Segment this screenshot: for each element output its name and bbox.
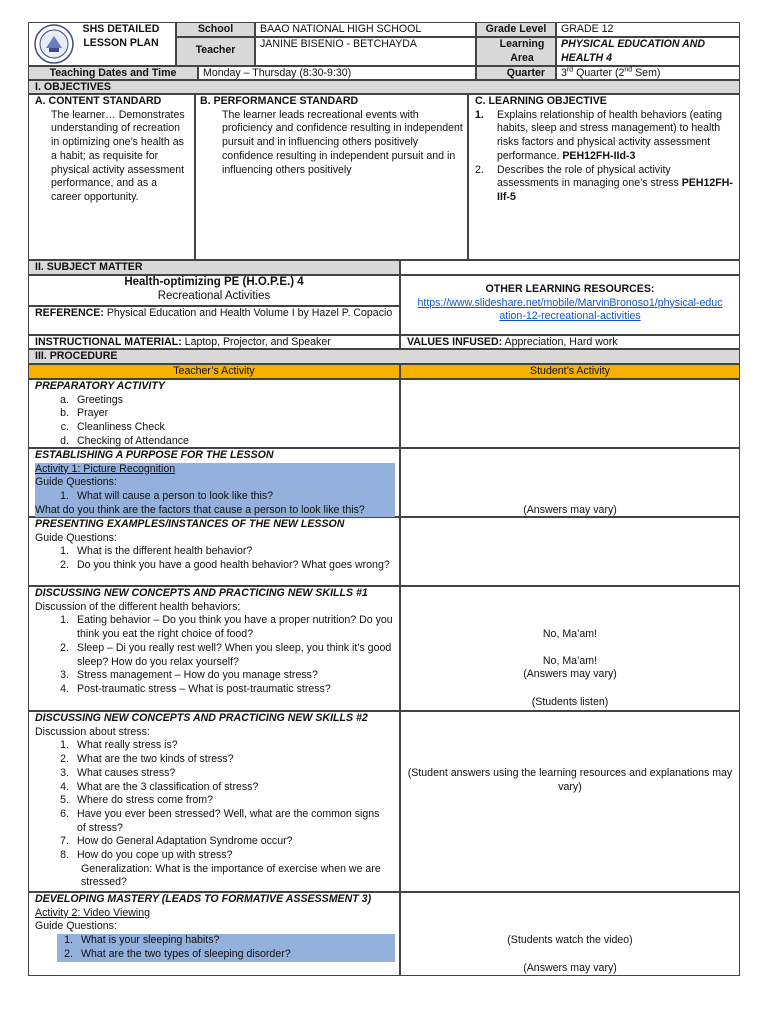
examples-student-cell [400, 517, 740, 586]
objective-code-1: PEH12FH-IId-3 [562, 149, 636, 162]
discussion2-item-num: 6. [60, 807, 69, 820]
discussion1-item-num: 1. [60, 614, 69, 627]
prep-teacher-cell [28, 379, 400, 448]
values-label: VALUES INFUSED: [407, 336, 503, 348]
mastery-question: 2. What are the two types of sleeping disorder? [64, 947, 291, 960]
teacher-activity-header: Teacher’s Activity [28, 364, 400, 379]
discussion1-teacher-cell [28, 586, 400, 711]
discussion2-item-num: 1. [60, 739, 69, 752]
topic-title: Health-optimizing PE (H.O.P.E.) 4 [124, 276, 304, 288]
examples-item [35, 545, 399, 559]
purpose-guide: Guide Questions: [35, 476, 117, 489]
discussion2-item [35, 849, 399, 863]
procedure-heading: III. PROCEDURE [28, 349, 740, 364]
purpose-answer: (Answers may vary) [523, 504, 617, 516]
discussion2-item-text: What causes stress? [77, 766, 176, 779]
discussion2-item-text: What are the two kinds of stress? [77, 753, 234, 766]
page-title: SHS DETAILED LESSON PLAN [82, 23, 160, 49]
values-value: Appreciation, Hard work [502, 336, 618, 348]
content-standard-cell [28, 94, 195, 260]
prep-item-text: Prayer [77, 407, 109, 420]
topic-subtitle: Recreational Activities [157, 289, 271, 302]
student-activity-header: Student’s Activity [400, 364, 740, 379]
prep-item [35, 407, 399, 421]
discussion1-item-num: 2. [60, 641, 69, 654]
discussion1-title: DISCUSSING NEW CONCEPTS AND PRACTICING NEW SKILLS #1 [35, 587, 368, 599]
mastery-student-cell [400, 892, 740, 976]
discussion1-answer-3: (Answers may vary) [523, 668, 617, 681]
teacher-label-text: Teacher [195, 44, 236, 56]
objective-text-2-body: Describes the role of physical activity assessments in managing one’s stress [497, 163, 682, 190]
objectives-heading: I. OBJECTIVES [28, 80, 740, 94]
area-value: PHYSICAL EDUCATION AND HEALTH 4 [556, 37, 740, 66]
mastery-teacher-cell [28, 892, 400, 976]
performance-standard-cell [195, 94, 468, 260]
quarter-mid: Quarter (2 [573, 67, 625, 79]
mastery-question: 1. What is your sleeping habits? [64, 934, 220, 947]
other-resources-cell [400, 275, 740, 335]
discussion2-title: DISCUSSING NEW CONCEPTS AND PRACTICING NEW SKILLS #2 [35, 712, 368, 724]
discussion2-item-num: 4. [60, 780, 69, 793]
prep-item [35, 435, 399, 449]
teacher-label [176, 37, 255, 66]
objective-num-1: 1. [475, 108, 484, 121]
objective-text-1-body: Explains relationship of health behaviors (eating habits, sleep and stress management) to health risks factors and physical activity assessment performance. [497, 108, 722, 162]
objective-item-1 [475, 109, 733, 164]
mastery-question-text: What is your sleeping habits? [81, 934, 220, 947]
prep-item [35, 421, 399, 435]
topic-cell [28, 275, 400, 306]
prep-item-text: Greetings [77, 393, 123, 406]
grade-label: Grade Level [476, 22, 556, 37]
teacher-value: JANINE BISENIO - BETCHAYDA [255, 37, 476, 66]
discussion1-item-text: Sleep – Di you really rest well? When you sleep, you think it’s good sleep? How do you relax yourself? [77, 641, 392, 668]
prep-item-num: b. [60, 407, 69, 420]
school-label: School [176, 22, 255, 37]
examples-item-num: 1. [60, 545, 69, 558]
discussion2-answer: (Student answers using the learning resources and explanations may vary) [407, 767, 733, 793]
instructional-value: Laptop, Projector, and Speaker [181, 336, 331, 348]
discussion2-generalization: Generalization: What is the importance of exercise when we are stressed? [81, 862, 381, 889]
quarter-value [556, 66, 740, 80]
examples-item-num: 2. [60, 559, 69, 572]
school-value: BAAO NATIONAL HIGH SCHOOL [255, 22, 476, 37]
discussion2-item [35, 767, 399, 781]
prep-item-num: d. [60, 434, 69, 447]
discussion2-item [35, 739, 399, 753]
purpose-question-text: What will cause a person to look like this? [77, 490, 274, 503]
discussion1-item-num: 4. [60, 682, 69, 695]
mastery-highlight [57, 934, 395, 961]
discussion2-item-num: 3. [60, 766, 69, 779]
discussion1-answer-1: No, Ma’am! [542, 628, 598, 640]
examples-title: PRESENTING EXAMPLES/INSTANCES OF THE NEW LESSON [35, 518, 345, 530]
area-label [476, 37, 556, 66]
examples-item [35, 559, 399, 573]
purpose-activity: Activity 1: Picture Recognition [35, 462, 176, 475]
discussion2-item-text: Where do stress come from? [77, 794, 213, 807]
discussion1-item-text: Eating behavior – Do you think you have a proper nutrition? Do you think you eat the right choice of food? [77, 614, 393, 641]
dates-label: Teaching Dates and Time [28, 66, 198, 80]
prep-item-num: a. [60, 393, 69, 406]
quarter-num: 3 [561, 67, 567, 79]
discussion1-item [35, 642, 399, 669]
discussion2-item-text: Have you ever been stressed? Well, what are the common signs of stress? [77, 807, 380, 834]
purpose-question: 1. What will cause a person to look like this? [60, 490, 274, 503]
performance-standard-text: The learner leads recreational events with proficiency and confidence resulting in independent pursuit and in influencing others positively confidence resulting in independent pursuit and in influencing others positively [222, 108, 463, 176]
discussion2-student-cell [400, 711, 740, 892]
examples-item-text: Do you think you have a good health behavior? What goes wrong? [77, 559, 390, 572]
other-resources-label: OTHER LEARNING RESOURCES: [485, 283, 655, 295]
discussion2-item-num: 7. [60, 835, 69, 848]
learning-objective-cell [468, 94, 740, 260]
discussion1-answer-2: No, Ma’am! [542, 654, 598, 667]
other-resources-link[interactable]: https://www.slideshare.net/mobile/MarvinBronoso1/physical-education-12-recreational-activities [417, 296, 723, 323]
discussion2-item-text: How do you cope up with stress? [77, 849, 233, 862]
instructional-cell [28, 335, 400, 349]
reference-cell [28, 306, 400, 335]
discussion2-item [35, 808, 399, 835]
learning-objective-title: C. LEARNING OBJECTIVE [475, 95, 607, 107]
examples-item-text: What is the different health behavior? [77, 545, 253, 558]
discussion1-student-cell [400, 586, 740, 711]
discussion1-item-text: Post-traumatic stress – What is post-traumatic stress? [77, 682, 331, 695]
prep-item-text: Checking of Attendance [77, 434, 189, 447]
mastery-answer-2: (Answers may vary) [523, 961, 617, 974]
discussion2-item-text: How do General Adaptation Syndrome occur? [77, 835, 293, 848]
subject-heading: II. SUBJECT MATTER [28, 260, 400, 275]
area-label-text: Learning Area [499, 38, 545, 64]
discussion2-item [35, 835, 399, 849]
discussion2-item-text: What are the 3 classification of stress? [77, 780, 259, 793]
discussion2-item-num: 2. [60, 753, 69, 766]
prep-title: PREPARATORY ACTIVITY [35, 380, 165, 392]
objective-num-2: 2. [475, 163, 484, 176]
discussion2-item-num: 8. [60, 849, 69, 862]
discussion1-answer-4: (Students listen) [531, 696, 609, 709]
mastery-question-text: What are the two types of sleeping disorder? [81, 947, 291, 960]
discussion2-teacher-cell [28, 711, 400, 892]
discussion2-item [35, 753, 399, 767]
discussion1-item-num: 3. [60, 669, 69, 682]
quarter-sup2: nd [624, 66, 633, 74]
content-standard-title: A. CONTENT STANDARD [35, 95, 162, 107]
prep-item-num: c. [60, 421, 69, 434]
purpose-title: ESTABLISHING A PURPOSE FOR THE LESSON [35, 449, 274, 461]
reference-value: Physical Education and Health Volume I by Hazel P. Copacio [103, 307, 393, 319]
objective-text-2 [497, 164, 733, 205]
discussion1-intro: Discussion of the different health behaviors: [35, 600, 241, 613]
discussion2-intro: Discussion about stress: [35, 725, 150, 738]
objective-code-2: PEH12FH-IIf-5 [497, 177, 733, 203]
quarter-end: Sem) [632, 67, 661, 79]
dates-value: Monday – Thursday (8:30-9:30) [198, 66, 476, 80]
prep-item-text: Cleanliness Check [77, 421, 165, 434]
performance-standard-title: B. PERFORMANCE STANDARD [200, 95, 359, 107]
instructional-label: INSTRUCTIONAL MATERIAL: [35, 336, 182, 348]
subject-heading-right [400, 260, 740, 275]
quarter-sup: rd [566, 66, 574, 74]
discussion1-item-text: Stress management – How do you manage stress? [77, 669, 318, 682]
reference-label: REFERENCE: [35, 307, 104, 319]
discussion1-item [35, 669, 399, 683]
values-cell [400, 335, 740, 349]
quarter-label: Quarter [476, 66, 556, 80]
discussion2-item-num: 5. [60, 794, 69, 807]
content-standard-text: The learner… Demonstrates understanding of recreation in optimizing one’s health as a habit; as requisite for physical activity assessment performance, and as a career opportunity. [51, 108, 185, 203]
discussion2-item [35, 794, 399, 808]
objective-text-1 [497, 109, 733, 164]
mastery-guide: Guide Questions: [35, 920, 117, 933]
mastery-activity: Activity 2: Video Viewing [35, 906, 151, 919]
mastery-title: DEVELOPING MASTERY (LEADS TO FORMATIVE ASSESSMENT 3) [35, 893, 372, 905]
discussion2-item-text: What really stress is? [77, 739, 178, 752]
discussion1-item [35, 683, 399, 697]
purpose-highlight [35, 463, 395, 518]
discussion1-item [35, 614, 399, 641]
prep-item [35, 394, 399, 408]
grade-value: GRADE 12 [556, 22, 740, 37]
purpose-teacher-cell [28, 448, 400, 517]
discussion2-item [35, 781, 399, 795]
objective-item-2 [475, 164, 733, 205]
examples-guide: Guide Questions: [35, 531, 117, 544]
purpose-question-2: What do you think are the factors that cause a person to look like this? [35, 503, 365, 516]
prep-student-cell [400, 379, 740, 448]
mastery-answer-1: (Students watch the video) [507, 934, 633, 946]
examples-teacher-cell [28, 517, 400, 586]
purpose-student-cell [400, 448, 740, 517]
